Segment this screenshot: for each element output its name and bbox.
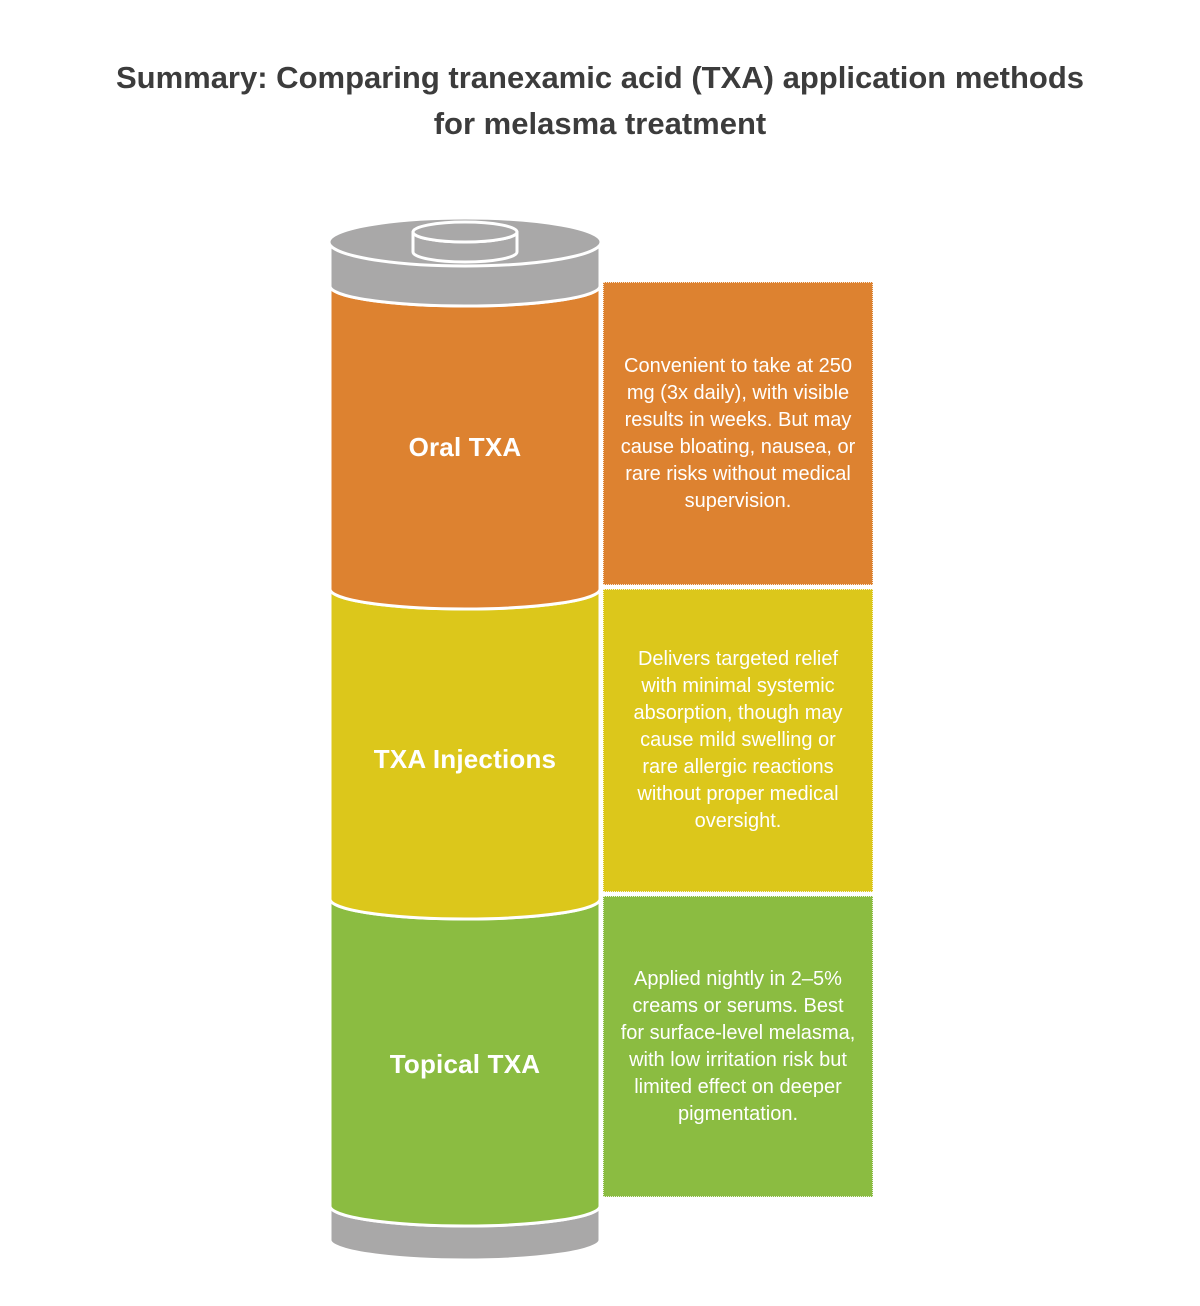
description-box-txa-injections [603, 589, 873, 892]
segment-label-oral-txa: Oral TXA [408, 432, 522, 462]
description-box-oral-txa [603, 282, 873, 585]
battery-diagram [300, 200, 630, 1280]
description-text-oral-txa: Convenient to take at 250 mg (3x daily), with visible results in weeks. But may cause bloating, nausea, or rare risks without medical supervision. [620, 354, 856, 512]
description-text-topical-txa: Applied nightly in 2–5% creams or serums. Best for surface-level melasma, with low irritation risk but limited effect on deeper pigmentation. [620, 967, 856, 1125]
segment-label-topical-txa: Topical TXA [389, 1049, 541, 1079]
description-box-topical-txa [603, 896, 873, 1197]
battery-terminal-top [413, 222, 517, 242]
page-title: Summary: Comparing tranexamic acid (TXA) application methods for melasma treatment [115, 60, 1085, 141]
description-text-txa-injections: Delivers targeted relief with minimal systemic absorption, though may cause mild swelling or rare allergic reactions without proper medical oversight. [633, 648, 843, 832]
segment-label-txa-injections: TXA Injections [373, 744, 557, 774]
